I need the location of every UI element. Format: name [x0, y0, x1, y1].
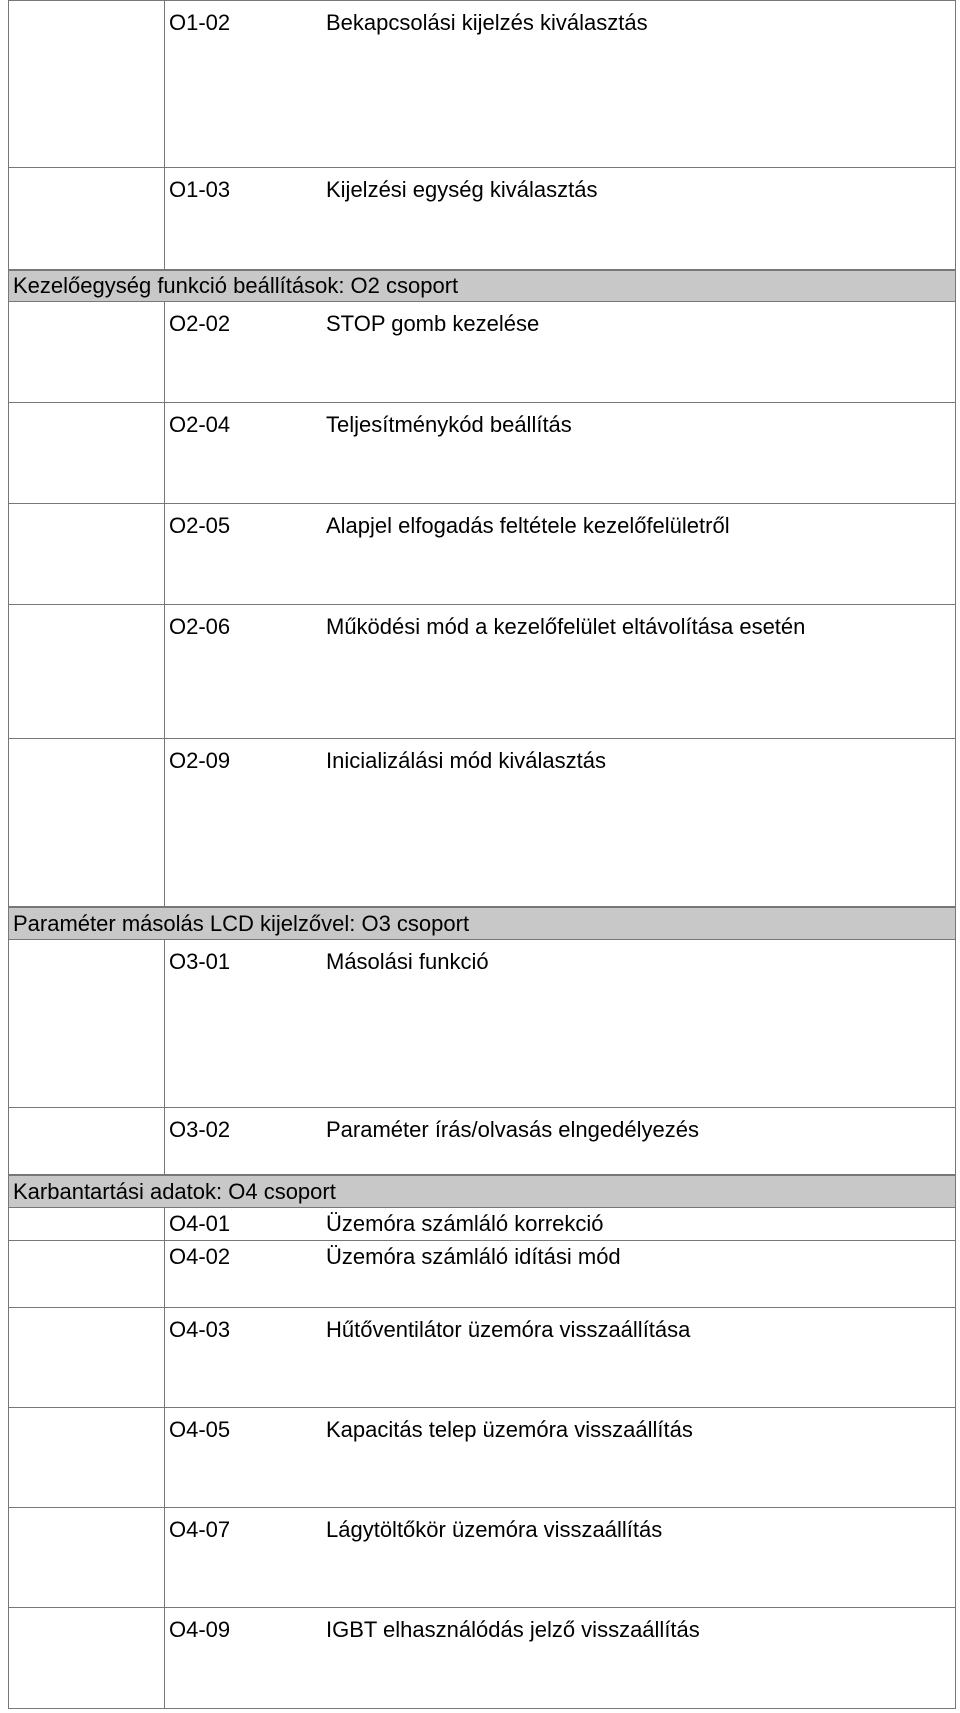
parameter-code: O3-01 [169, 949, 231, 974]
table-row [8, 403, 956, 504]
parameter-code: O3-02 [169, 1117, 231, 1142]
column-divider [164, 1, 165, 167]
parameter-code: O2-02 [169, 311, 231, 336]
column-divider [164, 1508, 165, 1607]
table-row [8, 1208, 956, 1241]
parameter-name: IGBT elhasználódás jelző visszaállítás [326, 1617, 700, 1642]
table-row [8, 1108, 956, 1175]
table-row [8, 1241, 956, 1308]
parameter-code: O4-07 [169, 1517, 231, 1542]
parameter-name: Működési mód a kezelőfelület eltávolítása esetén [326, 614, 806, 639]
section-header [8, 270, 956, 302]
table-row [8, 1408, 956, 1508]
table-row [8, 605, 956, 739]
column-divider [164, 168, 165, 269]
parameter-name: Inicializálási mód kiválasztás [326, 748, 606, 773]
parameter-name: Kapacitás telep üzemóra visszaállítás [326, 1417, 693, 1442]
parameter-code: O4-03 [169, 1317, 231, 1342]
column-divider [164, 1108, 165, 1174]
parameter-code: O2-05 [169, 513, 231, 538]
parameter-name: Paraméter írás/olvasás elngedélyezés [326, 1117, 699, 1142]
section-title: Kezelőegység funkció beállítások: O2 csoport [13, 273, 459, 298]
parameter-code: O1-03 [169, 177, 231, 202]
section-header [8, 1175, 956, 1208]
parameter-name: Bekapcsolási kijelzés kiválasztás [326, 10, 648, 35]
column-divider [164, 1308, 165, 1407]
parameter-code: O4-05 [169, 1417, 231, 1442]
column-divider [164, 1208, 165, 1240]
parameter-code: O4-09 [169, 1617, 231, 1642]
section-title: Karbantartási adatok: O4 csoport [13, 1179, 336, 1204]
table-row [8, 1308, 956, 1408]
table-row [8, 302, 956, 403]
parameter-code: O2-04 [169, 412, 231, 437]
parameter-name: Üzemóra számláló idítási mód [326, 1244, 621, 1269]
table-row [8, 739, 956, 907]
parameter-name: STOP gomb kezelése [326, 311, 540, 336]
section-header [8, 907, 956, 940]
table-row [8, 940, 956, 1108]
parameter-name: Üzemóra számláló korrekció [326, 1211, 604, 1236]
column-divider [164, 739, 165, 906]
table-row [8, 168, 956, 270]
section-title: Paraméter másolás LCD kijelzővel: O3 csoport [13, 911, 470, 936]
column-divider [164, 302, 165, 402]
parameter-name: Kijelzési egység kiválasztás [326, 177, 598, 202]
parameter-name: Alapjel elfogadás feltétele kezelőfelületről [326, 513, 730, 538]
column-divider [164, 1241, 165, 1307]
parameter-name: Hűtőventilátor üzemóra visszaállítása [326, 1317, 691, 1342]
column-divider [164, 403, 165, 503]
parameter-name: Lágytöltőkör üzemóra visszaállítás [326, 1517, 663, 1542]
column-divider [164, 504, 165, 604]
table-row [8, 1608, 956, 1709]
column-divider [164, 605, 165, 738]
column-divider [164, 940, 165, 1107]
parameter-code: O1-02 [169, 10, 231, 35]
parameter-name: Másolási funkció [326, 949, 489, 974]
parameter-code: O4-02 [169, 1244, 231, 1269]
table-row [8, 1508, 956, 1608]
table-row [8, 504, 956, 605]
table-row [8, 0, 956, 168]
parameter-code: O4-01 [169, 1211, 231, 1236]
parameter-name: Teljesítménykód beállítás [326, 412, 572, 437]
column-divider [164, 1408, 165, 1507]
column-divider [164, 1608, 165, 1708]
parameter-code: O2-06 [169, 614, 231, 639]
parameter-code: O2-09 [169, 748, 231, 773]
